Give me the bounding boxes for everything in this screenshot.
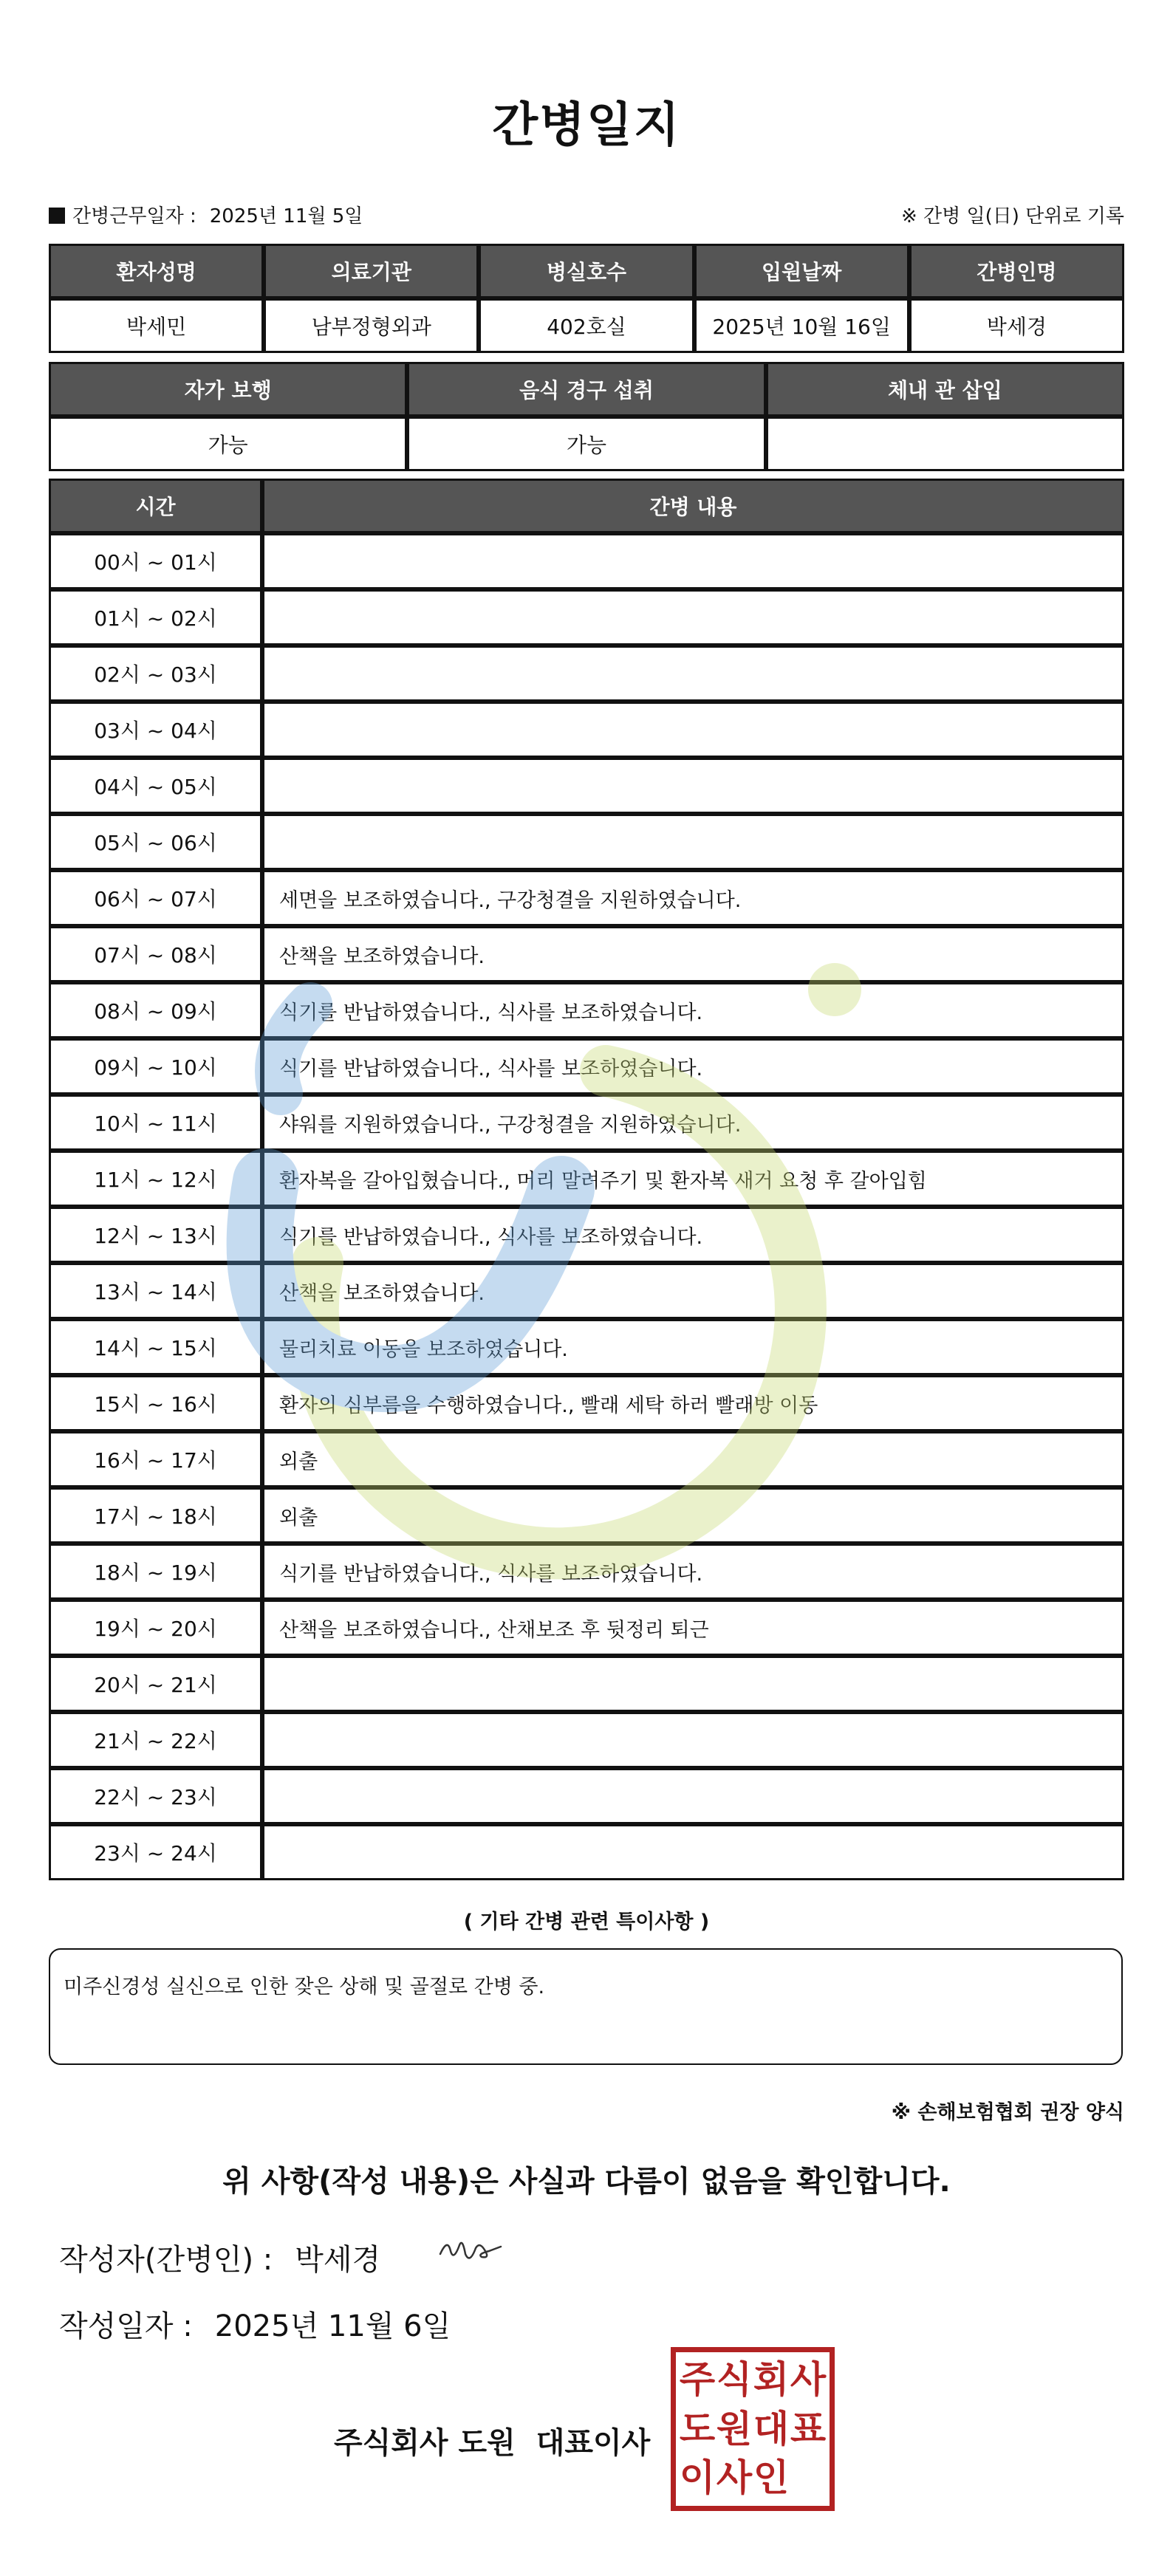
seal-character: 사 (716, 2456, 753, 2500)
care-content (262, 533, 1124, 589)
admission-date: 2025년 10월 16일 (694, 298, 909, 353)
time-slot: 06시 ~ 07시 (49, 870, 262, 926)
care-content: 식기를 반납하였습니다., 식사를 보조하였습니다. (262, 1207, 1124, 1263)
time-slot: 23시 ~ 24시 (49, 1824, 262, 1880)
time-slot: 17시 ~ 18시 (49, 1487, 262, 1544)
time-slot: 16시 ~ 17시 (49, 1431, 262, 1487)
seal-character: 표 (790, 2407, 827, 2450)
header-caregiver-name: 간병인명 (909, 244, 1124, 298)
special-notes-box (49, 1948, 1123, 2065)
seal-character: 도 (679, 2407, 716, 2450)
care-content (262, 1768, 1124, 1824)
room-number: 402호실 (479, 298, 694, 353)
header-hospital: 의료기관 (264, 244, 479, 298)
table-row (49, 926, 1124, 982)
time-slot: 03시 ~ 04시 (49, 702, 262, 758)
time-slot: 21시 ~ 22시 (49, 1712, 262, 1768)
time-slot: 05시 ~ 06시 (49, 814, 262, 870)
care-content: 산책을 보조하였습니다. (262, 1263, 1124, 1319)
seal-character: 회 (753, 2358, 790, 2401)
time-slot: 19시 ~ 20시 (49, 1600, 262, 1656)
seal-character: 대 (753, 2407, 790, 2450)
written-date-row (59, 2303, 451, 2345)
recommend-note: ※ 손해보험협회 권장 양식 (891, 2101, 1124, 2124)
care-content (262, 702, 1124, 758)
header-tube-insertion: 체내 관 삽입 (766, 362, 1124, 417)
written-date-value: 2025년 11월 6일 (214, 2309, 451, 2343)
time-slot: 11시 ~ 12시 (49, 1151, 262, 1207)
header-care-content: 간병 내용 (262, 479, 1124, 533)
table-row (49, 702, 1124, 758)
written-date-label: 작성일자 : (59, 2309, 193, 2343)
care-content: 환자복을 갈아입혔습니다., 머리 말려주기 및 환자복 새거 요청 후 갈아입힘 (262, 1151, 1124, 1207)
work-date-value: 2025년 11월 5일 (209, 205, 363, 227)
care-content: 식기를 반납하였습니다., 식사를 보조하였습니다. (262, 982, 1124, 1038)
table-row (49, 589, 1124, 645)
table-row (49, 982, 1124, 1038)
seal-character: 식 (716, 2358, 753, 2401)
table-row (49, 814, 1124, 870)
square-bullet-icon (49, 208, 65, 224)
notes-title: ( 기타 간병 관련 특이사항 ) (463, 1911, 710, 1933)
time-slot: 20시 ~ 21시 (49, 1656, 262, 1712)
table-row (49, 1095, 1124, 1151)
care-content (262, 589, 1124, 645)
table-row (49, 1319, 1124, 1375)
seal-character: 원 (716, 2407, 753, 2450)
table-row (49, 1151, 1124, 1207)
care-content (262, 814, 1124, 870)
time-slot: 09시 ~ 10시 (49, 1038, 262, 1095)
care-content (262, 1824, 1124, 1880)
table-row (49, 1487, 1124, 1544)
table-row (49, 1431, 1124, 1487)
table-row (49, 1712, 1124, 1768)
time-slot: 12시 ~ 13시 (49, 1207, 262, 1263)
care-content: 외출 (262, 1431, 1124, 1487)
patient-status-table (49, 362, 1124, 471)
care-content: 산책을 보조하였습니다. (262, 926, 1124, 982)
table-row (49, 1375, 1124, 1431)
table-row (49, 533, 1124, 589)
time-slot: 18시 ~ 19시 (49, 1544, 262, 1600)
time-slot: 10시 ~ 11시 (49, 1095, 262, 1151)
table-row (49, 1038, 1124, 1095)
care-content: 외출 (262, 1487, 1124, 1544)
table-row (49, 1768, 1124, 1824)
special-notes-text: 미주신경성 실신으로 인한 잦은 상해 및 골절로 간병 중. (64, 1976, 545, 1998)
table-row (49, 1263, 1124, 1319)
header-room: 병실호수 (479, 244, 694, 298)
table-row (49, 1544, 1124, 1600)
table-row (49, 1824, 1124, 1880)
time-slot: 04시 ~ 05시 (49, 758, 262, 814)
care-content (262, 1656, 1124, 1712)
time-slot: 15시 ~ 16시 (49, 1375, 262, 1431)
time-slot: 14시 ~ 15시 (49, 1319, 262, 1375)
company-signature-line (334, 2419, 650, 2462)
self-walking-value: 가능 (49, 417, 407, 471)
header-time: 시간 (49, 479, 262, 533)
ceo-title: 대표이사 (536, 2426, 651, 2460)
tube-insertion-value (766, 417, 1124, 471)
author-label: 작성자(간병인) : (59, 2243, 273, 2277)
oral-intake-value: 가능 (407, 417, 765, 471)
caregiver-name: 박세경 (909, 298, 1124, 353)
table-row (49, 1207, 1124, 1263)
patient-name: 박세민 (49, 298, 264, 353)
hospital-name: 남부정형외과 (264, 298, 479, 353)
care-log-table (49, 479, 1124, 1880)
header-patient-name: 환자성명 (49, 244, 264, 298)
table-row (49, 870, 1124, 926)
header-self-walking: 자가 보행 (49, 362, 407, 417)
care-content (262, 1712, 1124, 1768)
work-date-label: 간병근무일자 : (72, 205, 196, 227)
time-slot: 00시 ~ 01시 (49, 533, 262, 589)
care-content: 샤워를 지원하였습니다., 구강청결을 지원하였습니다. (262, 1095, 1124, 1151)
seal-character: 주 (679, 2358, 716, 2401)
time-slot: 08시 ~ 09시 (49, 982, 262, 1038)
page-title: 간병일지 (492, 98, 681, 153)
care-content: 산책을 보조하였습니다., 산채보조 후 뒷정리 퇴근 (262, 1600, 1124, 1656)
care-content: 식기를 반납하였습니다., 식사를 보조하였습니다. (262, 1544, 1124, 1600)
confirmation-statement: 위 사항(작성 내용)은 사실과 다름이 없음을 확인합니다. (222, 2165, 951, 2199)
care-content: 세면을 보조하였습니다., 구강청결을 지원하였습니다. (262, 870, 1124, 926)
header-oral-intake: 음식 경구 섭취 (407, 362, 765, 417)
company-name: 주식회사 도원 (334, 2426, 516, 2460)
table-row (49, 1600, 1124, 1656)
table-row (49, 1656, 1124, 1712)
care-content: 환자의 심부름을 수행하였습니다., 빨래 세탁 하러 빨래방 이동 (262, 1375, 1124, 1431)
care-content (262, 758, 1124, 814)
work-date-row (49, 201, 363, 228)
time-slot: 01시 ~ 02시 (49, 589, 262, 645)
patient-info-table (49, 244, 1124, 353)
time-slot: 13시 ~ 14시 (49, 1263, 262, 1319)
company-seal-stamp (671, 2347, 835, 2511)
author-name: 박세경 (295, 2243, 381, 2277)
table-row (49, 645, 1124, 702)
care-content: 식기를 반납하였습니다., 식사를 보조하였습니다. (262, 1038, 1124, 1095)
care-content: 물리치료 이동을 보조하였습니다. (262, 1319, 1124, 1375)
time-slot: 02시 ~ 03시 (49, 645, 262, 702)
care-content (262, 645, 1124, 702)
seal-character: 인 (753, 2456, 790, 2500)
seal-character: 이 (679, 2456, 716, 2500)
care-log-rows (49, 533, 1124, 1880)
seal-character: 사 (790, 2358, 827, 2401)
signature-icon (437, 2232, 504, 2267)
table-row (49, 758, 1124, 814)
time-slot: 07시 ~ 08시 (49, 926, 262, 982)
time-slot: 22시 ~ 23시 (49, 1768, 262, 1824)
header-admission-date: 입원날짜 (694, 244, 909, 298)
record-unit-note: ※ 간병 일(日) 단위로 기록 (900, 205, 1124, 227)
author-row (59, 2236, 380, 2278)
